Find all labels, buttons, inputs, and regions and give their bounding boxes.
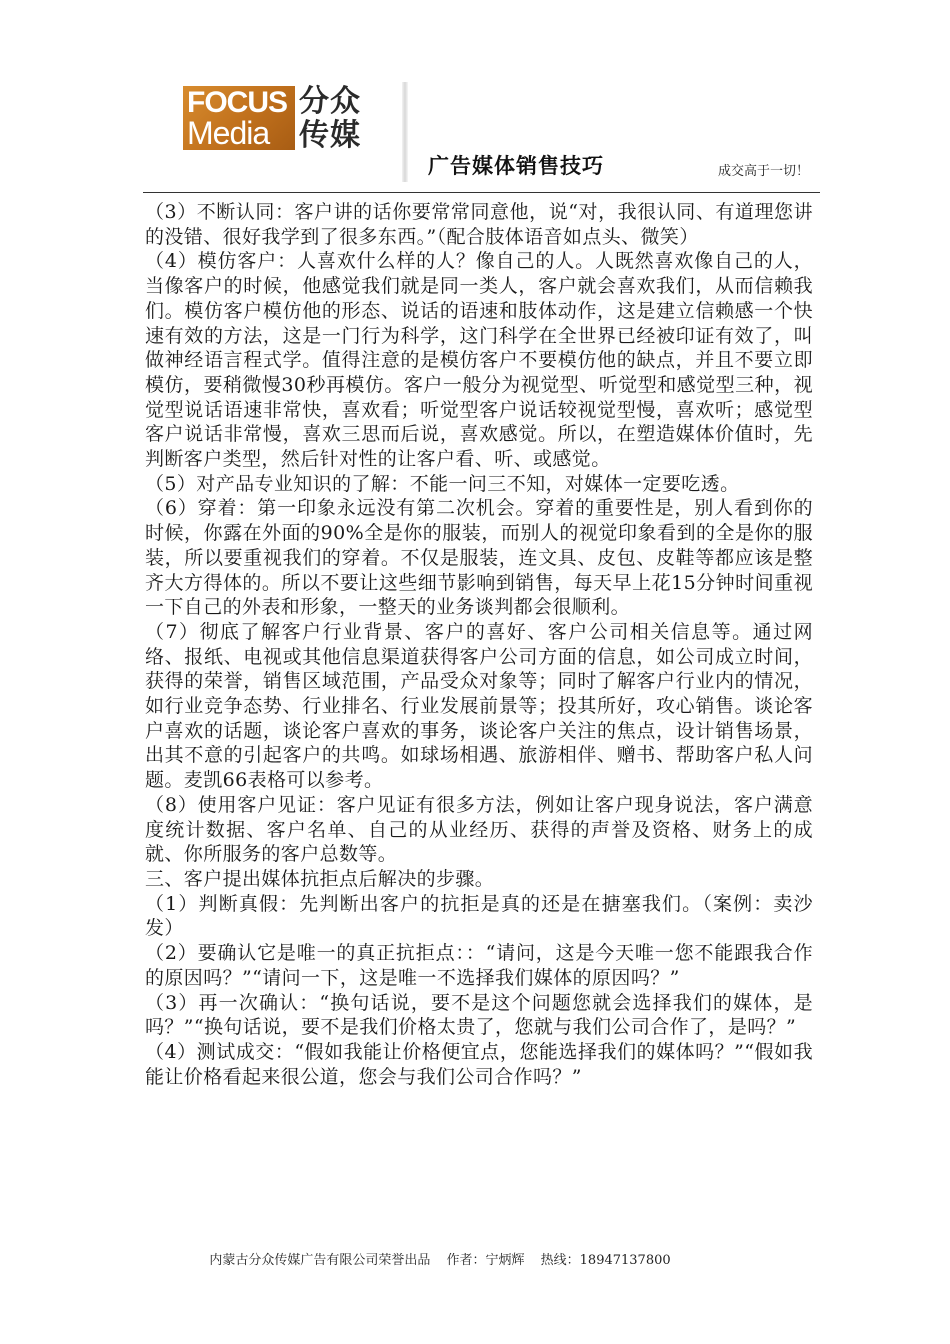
page-footer [0,1249,880,1268]
paragraph-7: （7）彻底了解客户行业背景、客户的喜好、客户公司相关信息等。通过网络、报纸、电视或其他信息渠道获得客户公司方面的信息，如公司成立时间，获得的荣誉，销售区域范围，产品受众对象等；同时了解客户行业内的情况，如行业竞争态势、行业排名、行业发展前景等；投其所好，攻心销售。谈论客户喜欢的话题，谈论客户喜欢的事务，谈论客户关注的焦点，设计销售场景，出其不意的引起客户的共鸣。如球场相遇、旅游相伴、赠书、帮助客户私人问题。麦凯66表格可以参考。 [145,620,813,792]
logo-text-media: Media [187,115,270,151]
footer-company: 内蒙古分众传媒广告有限公司荣誉出品 [209,1253,431,1268]
header-vertical-divider [402,82,408,182]
logo-text-focus: FOCUS [187,86,287,119]
footer-author: 作者：宁炳辉 [446,1253,525,1268]
section-heading-3: 三、客户提出媒体抗拒点后解决的步骤。 [145,867,495,890]
focus-media-logo [183,84,373,154]
paragraph-5: （5）对产品专业知识的了解：不能一问三不知，对媒体一定要吃透。 [145,472,740,495]
logo-badge [183,86,295,150]
logo-text-chuanmei: 传媒 [299,118,361,153]
page-title: 广告媒体销售技巧 [428,154,604,178]
paragraph-8: （8）使用客户见证：客户见证有很多方法，例如让客户现身说法，客户满意度统计数据、客户名单、自己的从业经历、获得的声誉及资格、财务上的成就、你所服务的客户总数等。 [145,793,813,866]
header-rule [143,192,820,193]
paragraph-4: （4）模仿客户：人喜欢什么样的人？像自己的人。人既然喜欢像自己的人，当像客户的时候，他感觉我们就是同一类人，客户就会喜欢我们，从而信赖我们。模仿客户模仿他的形态、说话的语速和肢体动作，这是建立信赖感一个快速有效的方法，这是一门行为科学，这门科学在全世界已经被印证有效了，叫做神经语言程式学。值得注意的是模仿客户不要模仿他的缺点，并且不要立即模仿，要稍微慢30秒再模仿。客户一般分为视觉型、听觉型和感觉型三种，视觉型说话语速非常快，喜欢看；听觉型客户说话较视觉型慢，喜欢听；感觉型客户说话非常慢，喜欢三思而后说，喜欢感觉。所以，在塑造媒体价值时，先判断客户类型，然后针对性的让客户看、听、或感觉。 [145,250,813,471]
step-1: （1）判断真假：先判断出客户的抗拒是真的还是在搪塞我们。（案例：卖沙发） [145,892,813,940]
step-2: （2）要确认它是唯一的真正抗拒点：：“请问，这是今天唯一您不能跟我合作的原因吗？”“请问一下，这是唯一不选择我们媒体的原因吗？” [145,942,813,989]
document-body [145,200,813,1089]
footer-hotline: 热线：18947137800 [540,1253,671,1268]
logo-text-fenzhong: 分众 [299,84,361,119]
step-4: （4）测试成交：“假如我能让价格便宜点，您能选择我们的媒体吗？”“假如我能让价格看起来很公道，您会与我们公司合作吗？” [145,1040,813,1088]
step-3: （3）再一次确认：“换句话说，要不是这个问题您就会选择我们的媒体，是吗？”“换句话说，要不是我们价格太贵了，您就与我们公司合作了，是吗？” [145,991,813,1039]
paragraph-3: （3）不断认同：客户讲的话你要常常同意他，说“对，我很认同、有道理您讲的没错、很好我学到了很多东西。”（配合肢体语音如点头、微笑） [145,201,813,248]
header-slogan: 成交高于一切！ [718,164,810,179]
paragraph-6: （6）穿着：第一印象永远没有第二次机会。穿着的重要性是，别人看到你的时候，你露在外面的90%全是你的服装，而别人的视觉印象看到的全是你的服装，所以要重视我们的穿着。不仅是服装，连文具、皮包、皮鞋等都应该是整齐大方得体的。所以不要让这些细节影响到销售，每天早上花15分钟时间重视一下自己的外表和形象，一整天的业务谈判都会很顺利。 [145,497,813,619]
